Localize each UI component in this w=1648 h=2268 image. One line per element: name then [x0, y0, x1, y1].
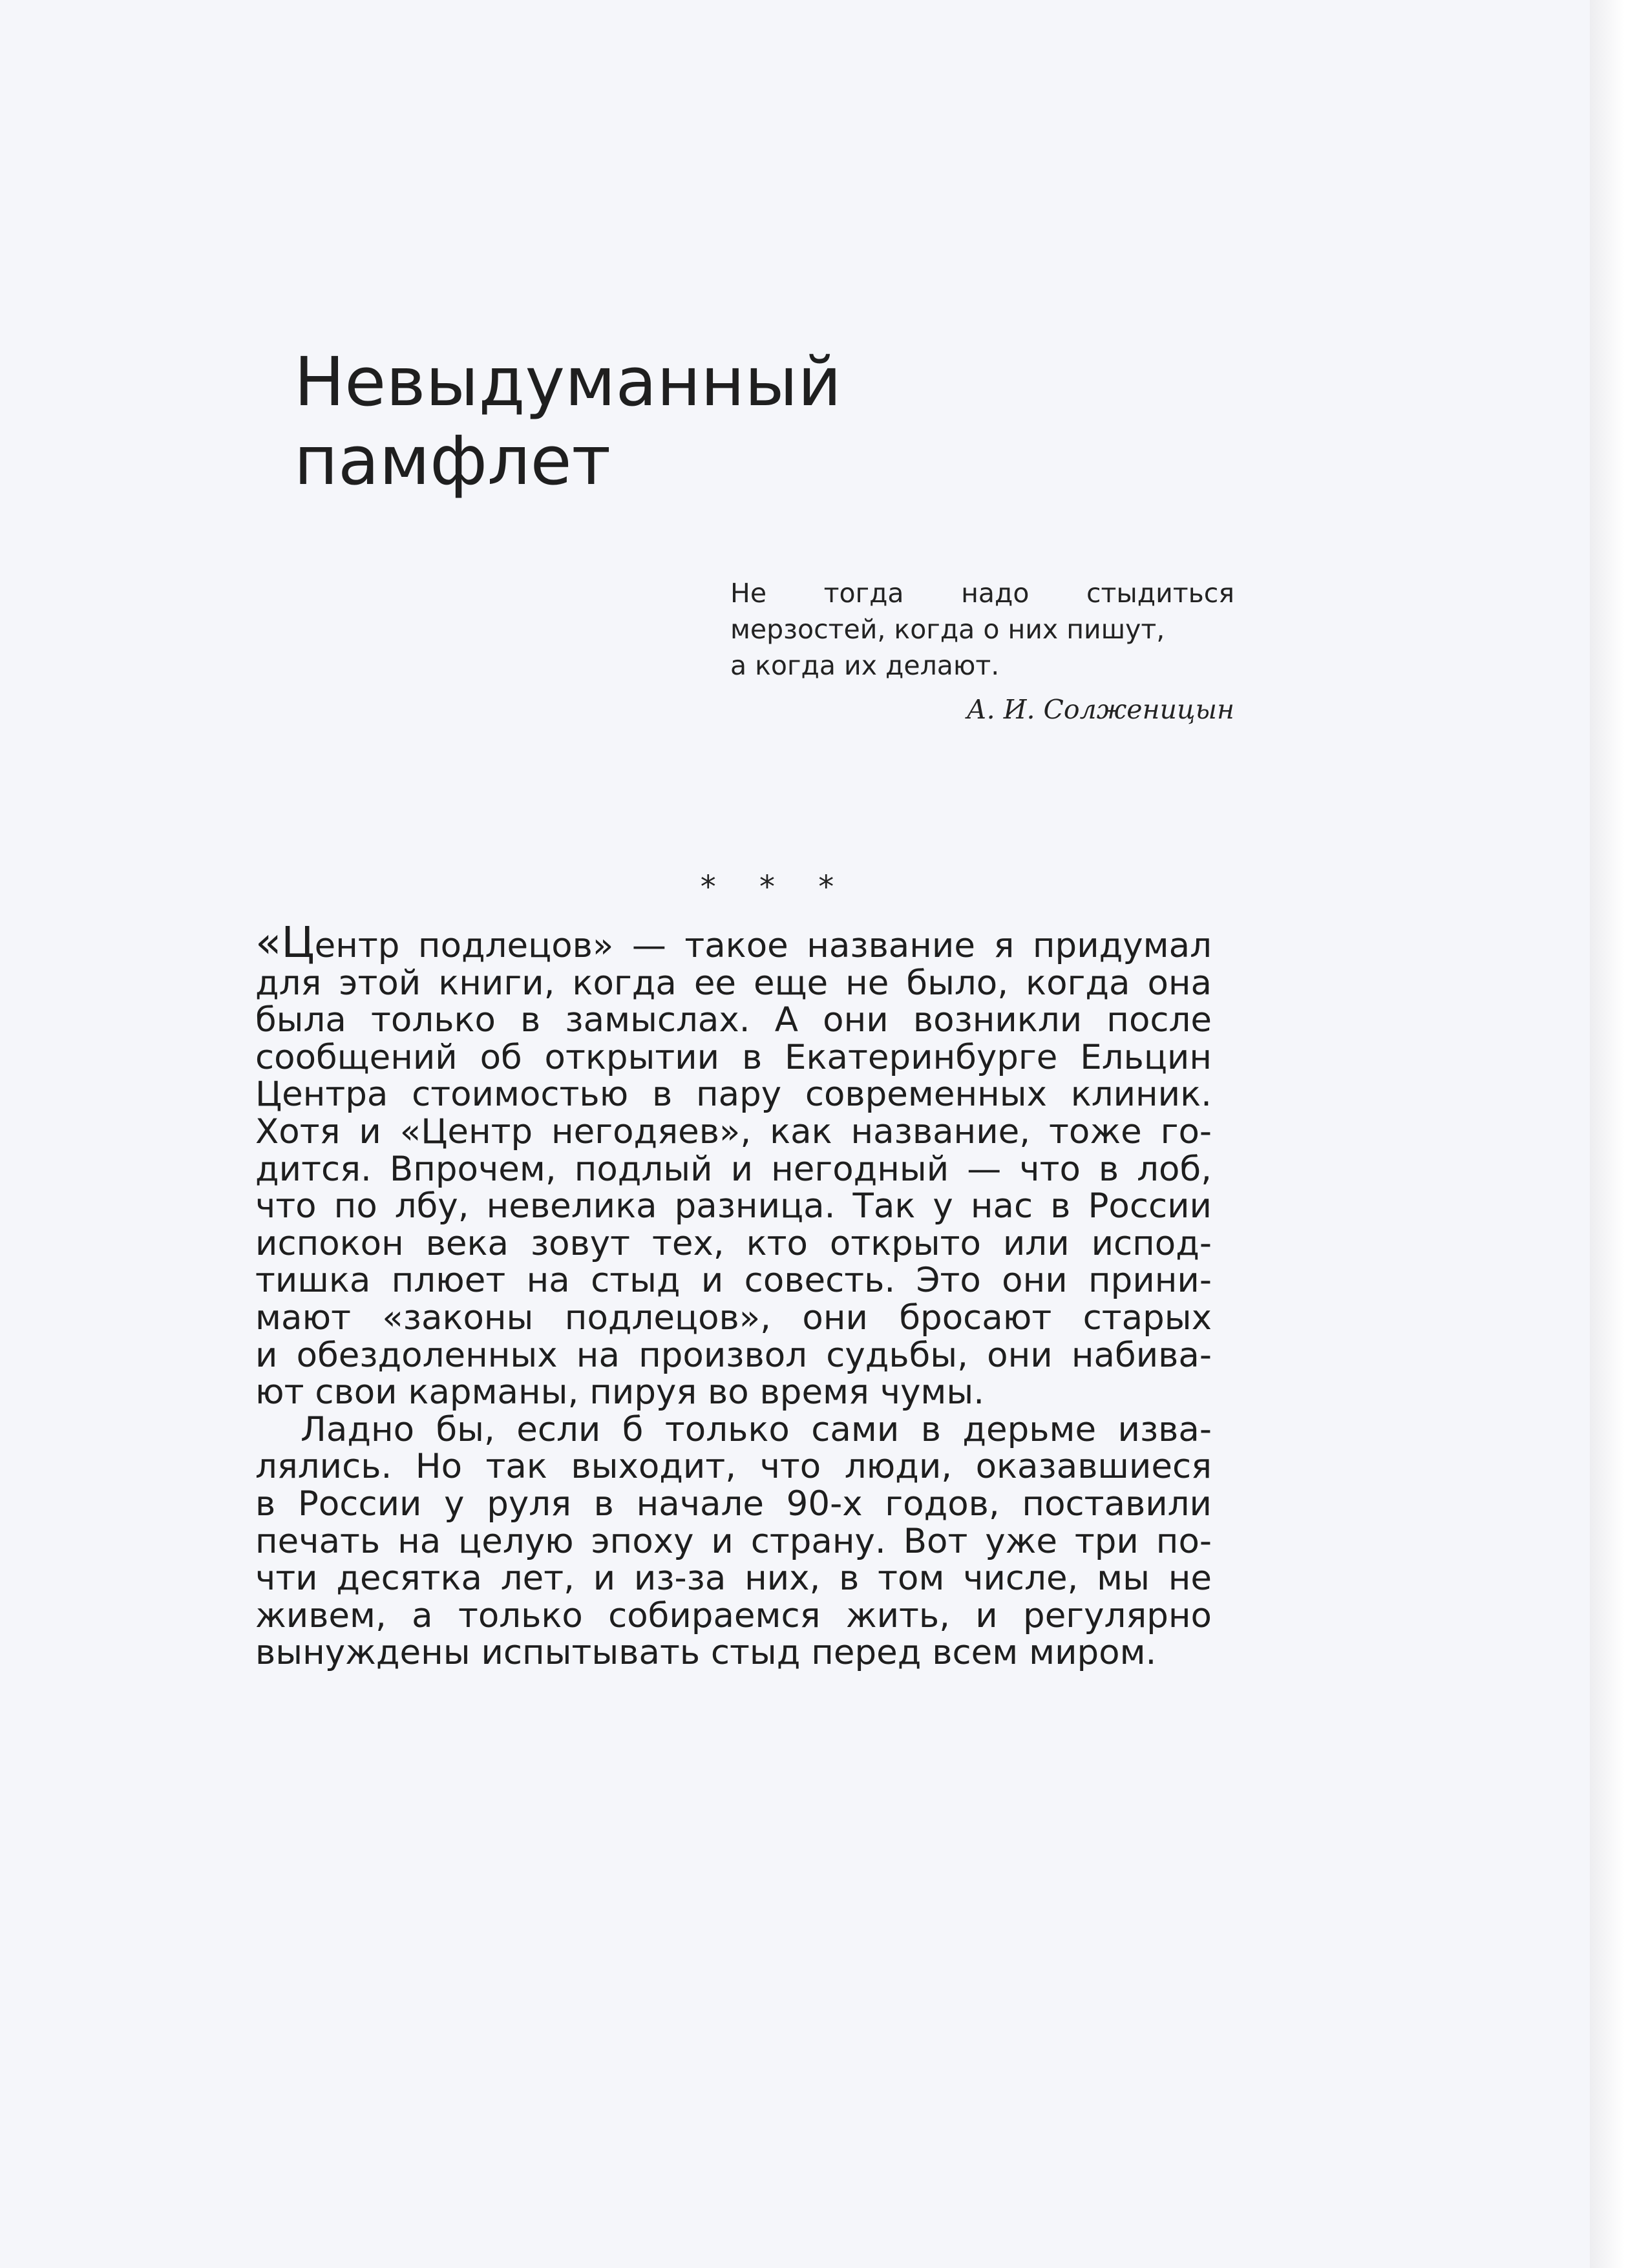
epigraph-line: мерзостей, когда о них пишут,: [730, 614, 1165, 645]
text-line: дится. Впрочем, подлый и негодный — что в лоб,: [255, 1149, 1212, 1189]
epigraph-author: А. И. Солженицын: [966, 694, 1234, 725]
text-line: и обездоленных на произвол судьбы, они набива-: [255, 1335, 1212, 1375]
title-line-2: памфлет: [294, 421, 611, 500]
text-line: сообщений об открытии в Екатеринбурге Ельцин: [255, 1037, 1212, 1077]
epigraph-line: Не тогда надо стыдиться: [730, 578, 1234, 609]
text-line: [255, 918, 1212, 967]
epigraph: [730, 575, 1234, 728]
text-line: вынуждены испытывать стыд перед всем миром.: [255, 1633, 1157, 1673]
body-text: [255, 918, 1212, 1673]
text-line: испокон века зовут тех, кто открыто или испод-: [255, 1223, 1212, 1263]
section-separator: * * *: [700, 869, 851, 905]
text-line: печать на целую эпоху и страну. Вот уже три по-: [255, 1521, 1212, 1561]
page-edge: [1590, 0, 1648, 2268]
paragraph-1: [255, 918, 1212, 1412]
paragraph-2: [255, 1411, 1212, 1672]
page-title: [294, 342, 1199, 500]
text-line: Центра стоимостью в пару современных клиник.: [255, 1075, 1212, 1115]
drop-letter: «Ц: [255, 918, 315, 967]
text-line: для этой книги, когда ее еще не было, когда она: [255, 963, 1212, 1003]
text-line: Ладно бы, если б только сами в дерьме изва-: [301, 1409, 1212, 1449]
text-line: что по лбу, невелика разница. Так у нас в России: [255, 1186, 1212, 1226]
text-line: ют свои карманы, пируя во время чумы.: [255, 1372, 985, 1412]
text-line: чти десятка лет, и из-за них, в том числе, мы не: [255, 1559, 1212, 1599]
text-line: была только в замыслах. А они возникли после: [255, 1000, 1212, 1040]
text-line: мают «законы подлецов», они бросают старых: [255, 1297, 1212, 1338]
title-line-1: Невыдуманный: [294, 342, 841, 421]
text-line: тишка плюет на стыд и совесть. Это они прини-: [255, 1261, 1212, 1301]
epigraph-line: а когда их делают.: [730, 650, 1000, 681]
text-line: Хотя и «Центр негодяев», как название, тоже го-: [255, 1111, 1212, 1151]
text-line: живем, а только собираемся жить, и регулярно: [255, 1595, 1212, 1635]
text-line: лялись. Но так выходит, что люди, оказавшиеся: [255, 1447, 1212, 1487]
text-line: в России у руля в начале 90-х годов, поставили: [255, 1484, 1212, 1524]
text-line-content: ентр подлецов» — такое название я придумал: [314, 926, 1212, 965]
